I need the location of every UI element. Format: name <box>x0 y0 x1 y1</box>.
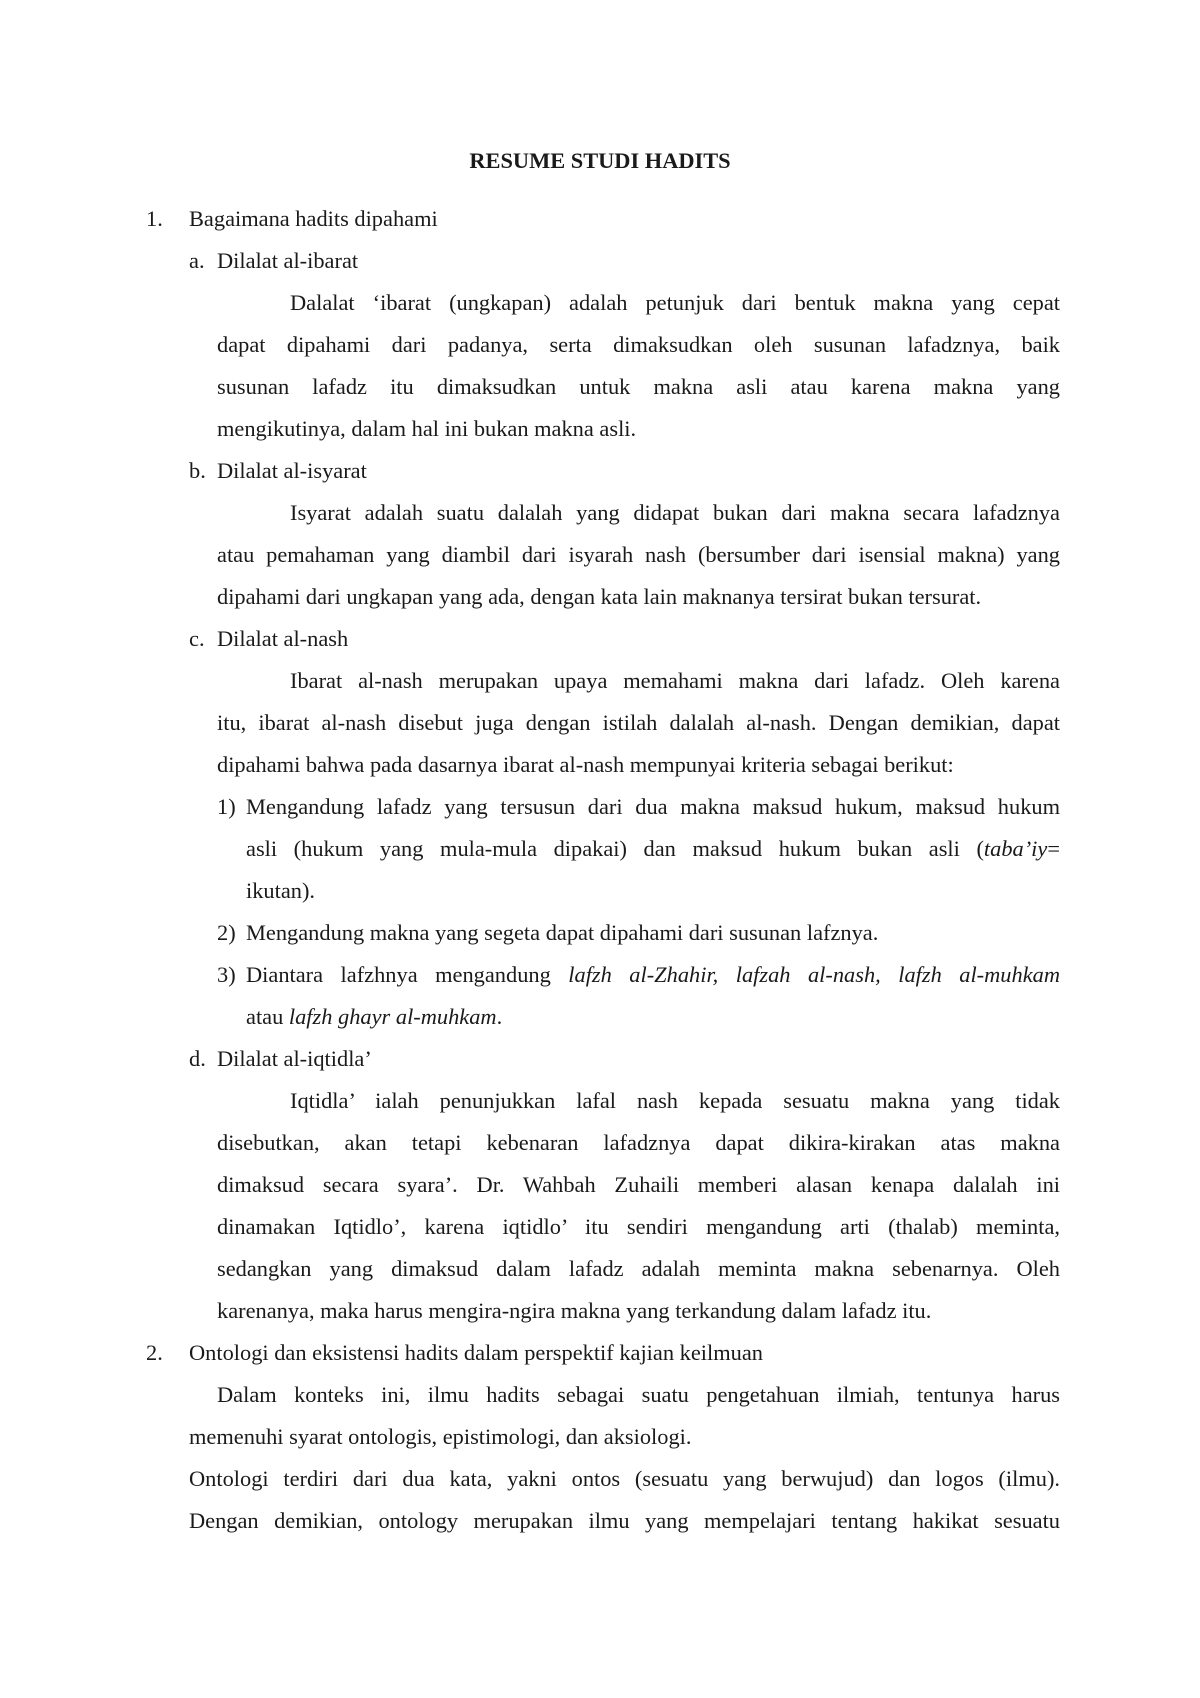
section-2-line-4: Dengan demikian, ontology merupakan ilmu yang mempelajari tentang hakikat sesuatu <box>189 1508 1060 1533</box>
item-b-line-2: atau pemahaman yang diambil dari isyarah nash (bersumber dari isensial makna) yang <box>217 542 1060 567</box>
item-a-letter: a. <box>189 248 205 273</box>
section-2-line-1: Dalam konteks ini, ilmu hadits sebagai suatu pengetahuan ilmiah, tentunya harus <box>217 1382 1060 1407</box>
subitem-3-line-2: atau lafzh ghayr al-muhkam. <box>246 1004 503 1029</box>
subitem-1-line-1: Mengandung lafadz yang tersusun dari dua makna maksud hukum, maksud hukum <box>246 794 1060 819</box>
subitem-2-line-1: Mengandung makna yang segeta dapat dipahami dari susunan lafznya. <box>246 920 879 945</box>
item-d-line-5: sedangkan yang dimaksud dalam lafadz adalah meminta makna sebenarnya. Oleh <box>217 1256 1060 1281</box>
item-b-line-3: dipahami dari ungkapan yang ada, dengan kata lain maknanya tersirat bukan tersurat. <box>217 584 982 609</box>
item-c-line-1: Ibarat al-nash merupakan upaya memahami makna dari lafadz. Oleh karena <box>290 668 1060 693</box>
document-title: RESUME STUDI HADITS <box>469 148 731 173</box>
item-c-heading: Dilalat al-nash <box>217 626 349 651</box>
item-d-heading: Dilalat al-iqtidla’ <box>217 1046 372 1071</box>
item-d-line-2: disebutkan, akan tetapi kebenaran lafadznya dapat dikira-kirakan atas makna <box>217 1130 1060 1155</box>
subitem-3-line-1: Diantara lafzhnya mengandung lafzh al-Zhahir, lafzah al-nash, lafzh al-muhkam <box>246 962 1060 987</box>
section-2-heading: Ontologi dan eksistensi hadits dalam perspektif kajian keilmuan <box>189 1340 763 1365</box>
subitem-1-line-2: asli (hukum yang mula-mula dipakai) dan maksud hukum bukan asli (taba’iy= <box>246 836 1060 861</box>
section-2-line-3: Ontologi terdiri dari dua kata, yakni ontos (sesuatu yang berwujud) dan logos (ilmu). <box>189 1466 1060 1491</box>
item-d-line-4: dinamakan Iqtidlo’, karena iqtidlo’ itu sendiri mengandung arti (thalab) meminta, <box>217 1214 1060 1239</box>
item-b-line-1: Isyarat adalah suatu dalalah yang didapat bukan dari makna secara lafadznya <box>290 500 1060 525</box>
section-2-number: 2. <box>146 1340 163 1365</box>
item-d-line-6: karenanya, maka harus mengira-ngira makna yang terkandung dalam lafadz itu. <box>217 1298 932 1323</box>
section-1-number: 1. <box>146 206 163 231</box>
item-c-line-2: itu, ibarat al-nash disebut juga dengan istilah dalalah al-nash. Dengan demikian, dapat <box>217 710 1060 735</box>
subitem-2-number: 2) <box>217 920 236 945</box>
item-d-line-1: Iqtidla’ ialah penunjukkan lafal nash kepada sesuatu makna yang tidak <box>290 1088 1060 1113</box>
item-b-letter: b. <box>189 458 206 483</box>
item-d-line-3: dimaksud secara syara’. Dr. Wahbah Zuhaili memberi alasan kenapa dalalah ini <box>217 1172 1060 1197</box>
subitem-1-line-3: ikutan). <box>246 878 316 903</box>
subitem-3-number: 3) <box>217 962 236 987</box>
item-d-letter: d. <box>189 1046 206 1071</box>
item-c-line-3: dipahami bahwa pada dasarnya ibarat al-nash mempunyai kriteria sebagai berikut: <box>217 752 954 777</box>
section-1-heading: Bagaimana hadits dipahami <box>189 206 438 231</box>
item-a-line-3: susunan lafadz itu dimaksudkan untuk makna asli atau karena makna yang <box>217 374 1060 399</box>
item-a-line-2: dapat dipahami dari padanya, serta dimaksudkan oleh susunan lafadznya, baik <box>217 332 1060 357</box>
item-b-heading: Dilalat al-isyarat <box>217 458 367 483</box>
subitem-1-number: 1) <box>217 794 236 819</box>
item-a-line-1: Dalalat ‘ibarat (ungkapan) adalah petunjuk dari bentuk makna yang cepat <box>290 290 1060 315</box>
item-a-heading: Dilalat al-ibarat <box>217 248 359 273</box>
item-a-line-4: mengikutinya, dalam hal ini bukan makna asli. <box>217 416 637 441</box>
section-2-line-2: memenuhi syarat ontologis, epistimologi, dan aksiologi. <box>189 1424 692 1449</box>
item-c-letter: c. <box>189 626 205 651</box>
